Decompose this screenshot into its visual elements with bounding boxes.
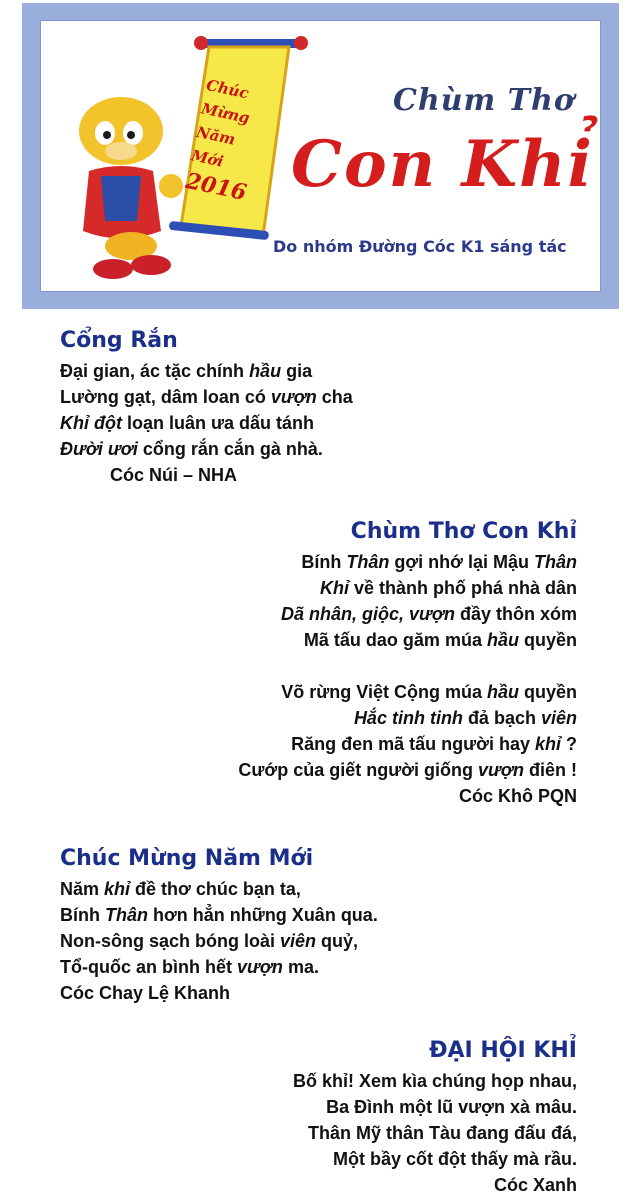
poem-title: Chúc Mừng Năm Mới xyxy=(60,846,314,871)
poem-line: Ba Đình một lũ vượn xà mâu. xyxy=(326,1097,577,1117)
poem-line: Đại gian, ác tặc chính hầu gia xyxy=(60,361,313,381)
poem-line: Lường gạt, dâm loan có vượn cha xyxy=(60,387,353,407)
banner-panel xyxy=(40,20,601,292)
banner-title-main: Con Khỉ xyxy=(291,127,594,202)
scroll-line: Năm xyxy=(194,122,237,149)
poem-dai-hoi-khi xyxy=(0,1034,640,1198)
scroll-line: Mừng xyxy=(199,99,252,128)
stanza-gap xyxy=(0,653,640,679)
poem-cong-ran xyxy=(0,324,640,488)
poem-author: Cóc Chay Lệ Khanh xyxy=(60,983,231,1003)
banner-subtitle: Do nhóm Đường Cóc K1 sáng tác xyxy=(273,237,567,256)
poem-line: Khỉ đột loạn luân ưa dấu tánh xyxy=(60,413,315,433)
poem-line: Răng đen mã tấu người hay khỉ ? xyxy=(291,734,577,754)
poem-chum-tho-con-khi xyxy=(0,515,640,809)
poem-line: Đười ươi cổng rắn cắn gà nhà. xyxy=(60,439,323,459)
poem-line: Thân Mỹ thân Tàu đang đấu đá, xyxy=(307,1123,577,1143)
poem-title: Cổng Rắn xyxy=(60,328,178,353)
poem-title: ĐẠI HỘI KHỈ xyxy=(429,1038,577,1063)
scroll-line: Chúc xyxy=(204,75,251,103)
poem-line: Bính Thân hơn hẳn những Xuân qua. xyxy=(60,905,378,925)
poem-line: Bính Thân gợi nhớ lại Mậu Thân xyxy=(301,552,577,572)
poem-line: Hắc tinh tinh đả bạch viên xyxy=(353,708,577,728)
poem-line: Cướp của giết người giống vượn điên ! xyxy=(238,760,577,780)
poem-title: Chùm Thơ Con Khỉ xyxy=(350,519,577,544)
poem-chuc-mung-nam-moi xyxy=(0,842,640,1006)
poem-author: Cóc Xanh xyxy=(493,1175,577,1195)
poem-line: Một bầy cốt đột thấy mà rầu. xyxy=(332,1149,577,1169)
scroll-line: Mới xyxy=(189,146,226,171)
poem-line: Năm khỉ đề thơ chúc bạn ta, xyxy=(60,879,301,899)
banner-frame xyxy=(22,3,619,309)
poem-line: Mã tấu dao găm múa hầu quyền xyxy=(303,630,577,650)
poem-line: Võ rừng Việt Cộng múa hầu quyền xyxy=(281,682,577,702)
poem-line: Khỉ về thành phố phá nhà dân xyxy=(319,578,577,598)
banner-title-top: Chùm Thơ xyxy=(393,83,575,118)
poem-author: Cóc Khô PQN xyxy=(458,786,577,806)
poem-line: Bố khỉ! Xem kìa chúng họp nhau, xyxy=(292,1071,577,1091)
poem-author: Cóc Núi – NHA xyxy=(110,465,238,485)
poem-line: Tổ-quốc an bình hết vượn ma. xyxy=(60,957,319,977)
poem-line: Dã nhân, giộc, vượn đầy thôn xóm xyxy=(281,604,577,624)
scroll-year: 2016 xyxy=(183,167,249,207)
poem-line: Non-sông sạch bóng loài viên quỷ, xyxy=(60,931,359,951)
